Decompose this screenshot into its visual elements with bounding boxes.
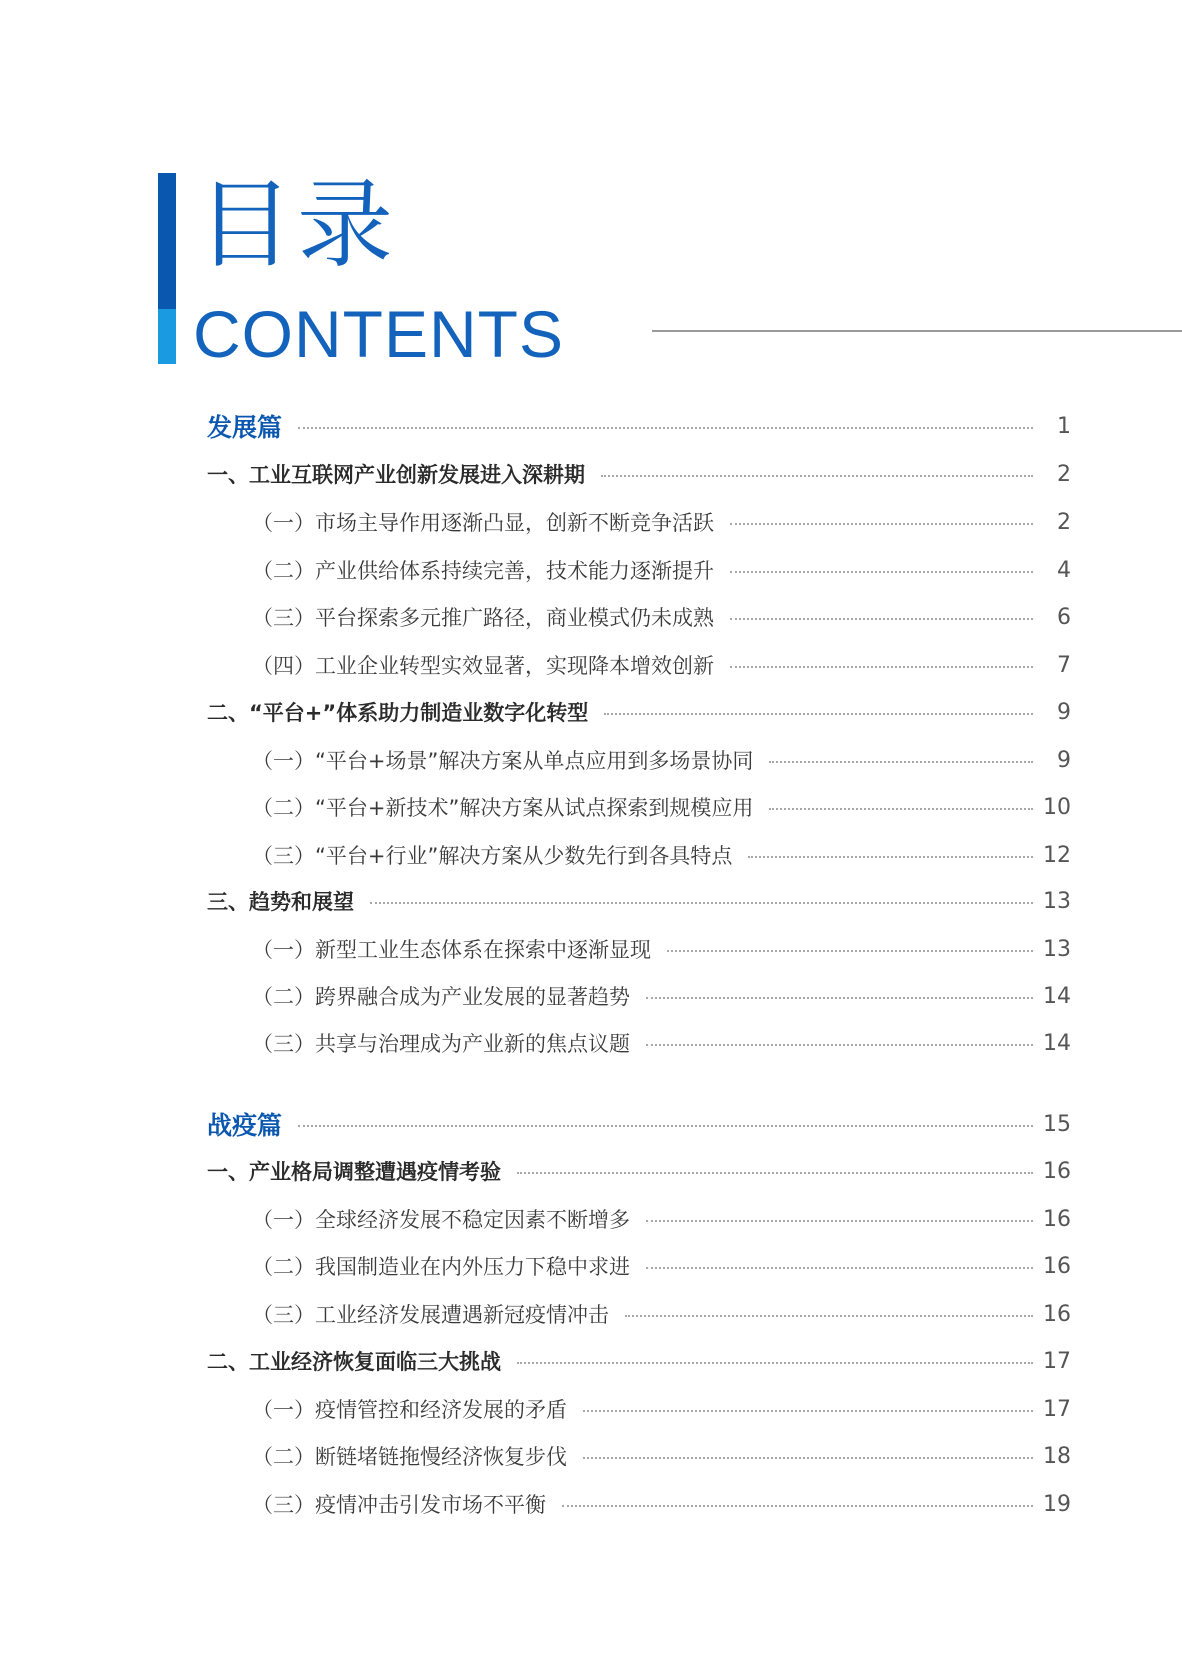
dot-leader [646,997,1033,999]
toc-page-number: 16 [1043,1206,1071,1232]
toc-page-number: 9 [1057,747,1071,773]
toc-page-number: 13 [1043,888,1071,914]
toc-entry-label: （三）共享与治理成为产业新的焦点议题 [252,1032,630,1056]
toc-page-number: 10 [1043,794,1071,820]
dot-leader [517,1362,1033,1364]
toc-entry-label: （一）“平台+场景”解决方案从单点应用到多场景协同 [252,749,754,773]
toc-page-number: 4 [1057,557,1071,583]
dot-leader [583,1457,1033,1459]
toc-page-number: 16 [1043,1253,1071,1279]
dot-leader [748,856,1033,858]
toc-page-number: 2 [1057,509,1071,535]
toc-entry-section[interactable] [252,1436,1071,1476]
toc-entry-section[interactable] [252,1199,1071,1239]
dot-leader [370,902,1033,904]
toc-entry-label: 二、“平台+”体系助力制造业数字化转型 [207,701,589,725]
dot-leader [604,713,1033,715]
toc-entry-section[interactable] [252,1246,1071,1286]
toc-page-number: 17 [1043,1348,1071,1374]
toc-entry-label: （一）全球经济发展不稳定因素不断增多 [252,1208,630,1232]
toc-entry-label: （一）市场主导作用逐渐凸显，创新不断竞争活跃 [252,511,714,535]
dot-leader [562,1505,1033,1507]
dot-leader [646,1220,1033,1222]
toc-entry-section[interactable] [252,645,1071,685]
toc-entry-chapter[interactable] [207,1341,1071,1381]
toc-entry-section[interactable] [252,976,1071,1016]
toc-entry-label: （一）疫情管控和经济发展的矛盾 [252,1398,567,1422]
toc-page-number: 12 [1043,842,1071,868]
toc-entry-section[interactable] [252,597,1071,637]
toc-page-number: 14 [1043,1030,1071,1056]
toc-page-number: 17 [1043,1396,1071,1422]
dot-leader [730,523,1033,525]
toc-entry-label: 发展篇 [207,413,283,442]
toc-page-number: 16 [1043,1301,1071,1327]
toc-entry-label: （二）“平台+新技术”解决方案从试点探索到规模应用 [252,796,754,820]
dot-leader [769,808,1033,810]
toc-entry-section[interactable] [252,740,1071,780]
toc-entry-part[interactable] [207,1104,1071,1144]
toc-entry-label: （三）平台探索多元推广路径，商业模式仍未成熟 [252,606,714,630]
dot-leader [517,1172,1033,1174]
toc-entry-label: 三、趋势和展望 [207,890,354,914]
dot-leader [769,761,1033,763]
dot-leader [298,1125,1033,1127]
toc-entry-label: （四）工业企业转型实效显著，实现降本增效创新 [252,654,714,678]
toc-entry-label: （二）我国制造业在内外压力下稳中求进 [252,1255,630,1279]
toc-page-number: 2 [1057,461,1071,487]
toc-entry-chapter[interactable] [207,881,1071,921]
toc-entry-label: 一、产业格局调整遭遇疫情考验 [207,1160,501,1184]
toc-entry-chapter[interactable] [207,454,1071,494]
toc-entry-label: （三）“平台+行业”解决方案从少数先行到各具特点 [252,844,733,868]
dot-leader [730,571,1033,573]
toc-entry-section[interactable] [252,1484,1071,1524]
toc-page-number: 9 [1057,699,1071,725]
toc-entry-label: （二）跨界融合成为产业发展的显著趋势 [252,985,630,1009]
dot-leader [601,475,1033,477]
toc-entry-label: 二、工业经济恢复面临三大挑战 [207,1350,501,1374]
toc-entry-label: （三）工业经济发展遭遇新冠疫情冲击 [252,1303,609,1327]
toc-page-number: 6 [1057,604,1071,630]
dot-leader [646,1267,1033,1269]
dot-leader [298,427,1033,429]
toc-entry-section[interactable] [252,502,1071,542]
dot-leader [625,1315,1033,1317]
toc-entry-section[interactable] [252,1389,1071,1429]
toc-entry-section[interactable] [252,1023,1071,1063]
toc-entry-section[interactable] [252,835,1071,875]
toc-page-number: 18 [1043,1443,1071,1469]
toc-entry-label: （三）疫情冲击引发市场不平衡 [252,1493,546,1517]
dot-leader [667,950,1033,952]
dot-leader [646,1044,1033,1046]
toc-entry-section[interactable] [252,787,1071,827]
toc-entry-chapter[interactable] [207,1151,1071,1191]
toc-entry-section[interactable] [252,550,1071,590]
toc-page-number: 14 [1043,983,1071,1009]
toc-entry-section[interactable] [252,929,1071,969]
toc-page-number: 1 [1057,413,1071,439]
toc-entry-label: 战疫篇 [207,1111,283,1140]
toc-entry-part[interactable] [207,406,1071,446]
toc-entry-label: （一）新型工业生态体系在探索中逐渐显现 [252,938,651,962]
toc-page-number: 16 [1043,1158,1071,1184]
toc-entry-chapter[interactable] [207,692,1071,732]
page-title-chinese: 目录 [197,169,397,281]
dot-leader [583,1410,1033,1412]
toc-entry-label: 一、工业互联网产业创新发展进入深耕期 [207,463,585,487]
toc-page-number: 19 [1043,1491,1071,1517]
dot-leader [730,666,1033,668]
toc-page-number: 15 [1043,1111,1071,1137]
dot-leader [730,618,1033,620]
toc-entry-section[interactable] [252,1294,1071,1334]
toc-entry-label: （二）断链堵链拖慢经济恢复步伐 [252,1445,567,1469]
toc-entry-label: （二）产业供给体系持续完善，技术能力逐渐提升 [252,559,714,583]
toc-page-number: 13 [1043,936,1071,962]
page-title-english: CONTENTS [193,297,564,371]
toc-page-number: 7 [1057,652,1071,678]
